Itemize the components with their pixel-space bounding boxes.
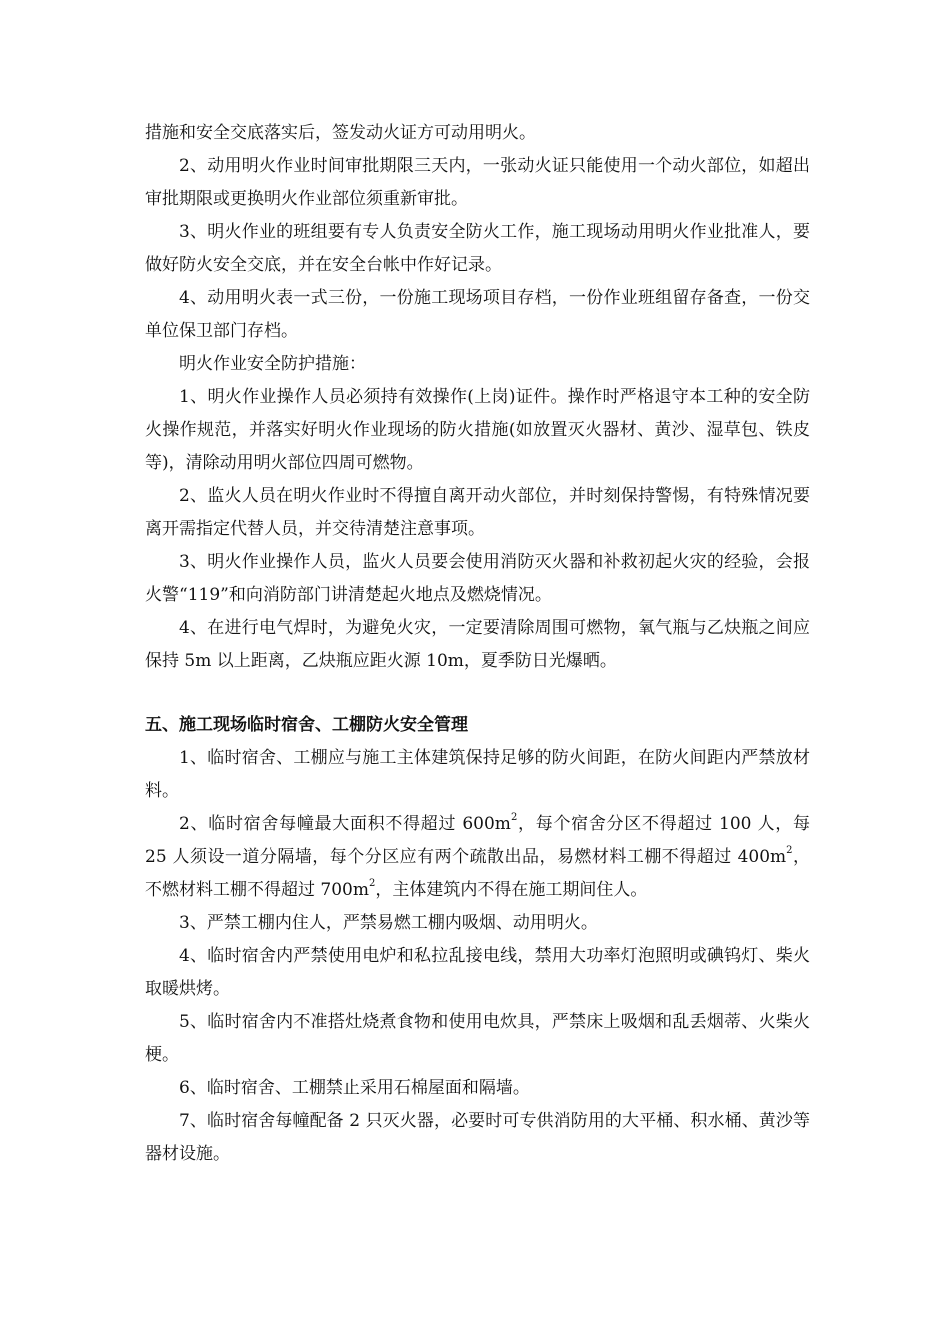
paragraph-fire-spacing: 1、临时宿舍、工棚应与施工主体建筑保持足够的防火间距，在防火间距内严禁放材料。 xyxy=(145,748,810,801)
paragraph-approval-period: 2、动用明火作业时间审批期限三天内，一张动火证只能使用一个动火部位，如超出审批期限或更换明火作业部位须重新审批。 xyxy=(145,156,810,209)
paragraph-continuation: 措施和安全交底落实后，签发动火证方可动用明火。 xyxy=(145,123,536,143)
dormitory-area-text-d: ，主体建筑内不得在施工期间住人。 xyxy=(375,880,648,900)
subheading-protection-measures: 明火作业安全防护措施： xyxy=(179,354,366,374)
dormitory-area-text-b: ，每个宿舍分区不得超过 100 人，每 25 人须设一道分隔墙，每个分区应有两个疏散出品，易燃材料工棚不得超过 400m xyxy=(145,814,810,867)
paragraph-welding-safety: 4、在进行电气焊时，为避免火灾，一定要清除周围可燃物，氧气瓶与乙炔瓶之间应保持 5m 以上距离，乙炔瓶应距火源 10m，夏季防日光爆晒。 xyxy=(145,618,810,671)
superscript-square: 2 xyxy=(368,878,376,890)
paragraph-form-copies: 4、动用明火表一式三份，一份施工现场项目存档，一份作业班组留存备查，一份交单位保卫部门存档。 xyxy=(145,288,810,341)
paragraph-no-living-in-shed: 3、严禁工棚内住人，严禁易燃工棚内吸烟、动用明火。 xyxy=(179,913,598,933)
paragraph-cooking-ban: 5、临时宿舍内不准搭灶烧煮食物和使用电炊具，严禁床上吸烟和乱丢烟蒂、火柴火梗。 xyxy=(145,1012,810,1065)
paragraph-extinguisher-skills: 3、明火作业操作人员，监火人员要会使用消防灭火器和补救初起火灾的经验，会报火警“119”和向消防部门讲清楚起火地点及燃烧情况。 xyxy=(145,552,810,605)
paragraph-operator-certificate: 1、明火作业操作人员必须持有效操作(上岗)证件。操作时严格退守本工种的安全防火操作规范，并落实好明火作业现场的防火措施(如放置灭火器材、黄沙、湿草包、铁皮等)，清除动用明火部位四周可燃物。 xyxy=(145,387,810,473)
document-body xyxy=(145,117,810,1171)
paragraph-extinguishers: 7、临时宿舍每幢配备 2 只灭火器，必要时可专供消防用的大平桶、积水桶、黄沙等器材设施。 xyxy=(145,1111,810,1164)
paragraph-team-responsibility: 3、明火作业的班组要有专人负责安全防火工作，施工现场动用明火作业批准人，要做好防火安全交底，并在安全台帐中作好记录。 xyxy=(145,222,810,275)
dormitory-area-text-c: ，不燃材料工棚不得超过 700m xyxy=(145,847,810,900)
paragraph-dormitory-area xyxy=(145,808,810,907)
paragraph-fire-watch: 2、监火人员在明火作业时不得擅自离开动火部位，并时刻保持警惕，有特殊情况要离开需指定代替人员，并交待清楚注意事项。 xyxy=(145,486,810,539)
superscript-square: 2 xyxy=(786,845,793,857)
dormitory-area-text-a: 2、临时宿舍每幢最大面积不得超过 600m xyxy=(179,814,511,834)
superscript-square: 2 xyxy=(510,812,518,824)
paragraph-electrical-ban: 4、临时宿舍内严禁使用电炉和私拉乱接电线，禁用大功率灯泡照明或碘钨灯、柴火取暖烘烤。 xyxy=(145,946,810,999)
section-heading: 五、施工现场临时宿舍、工棚防火安全管理 xyxy=(145,715,468,735)
paragraph-asbestos-ban: 6、临时宿舍、工棚禁止采用石棉屋面和隔墙。 xyxy=(179,1078,530,1098)
